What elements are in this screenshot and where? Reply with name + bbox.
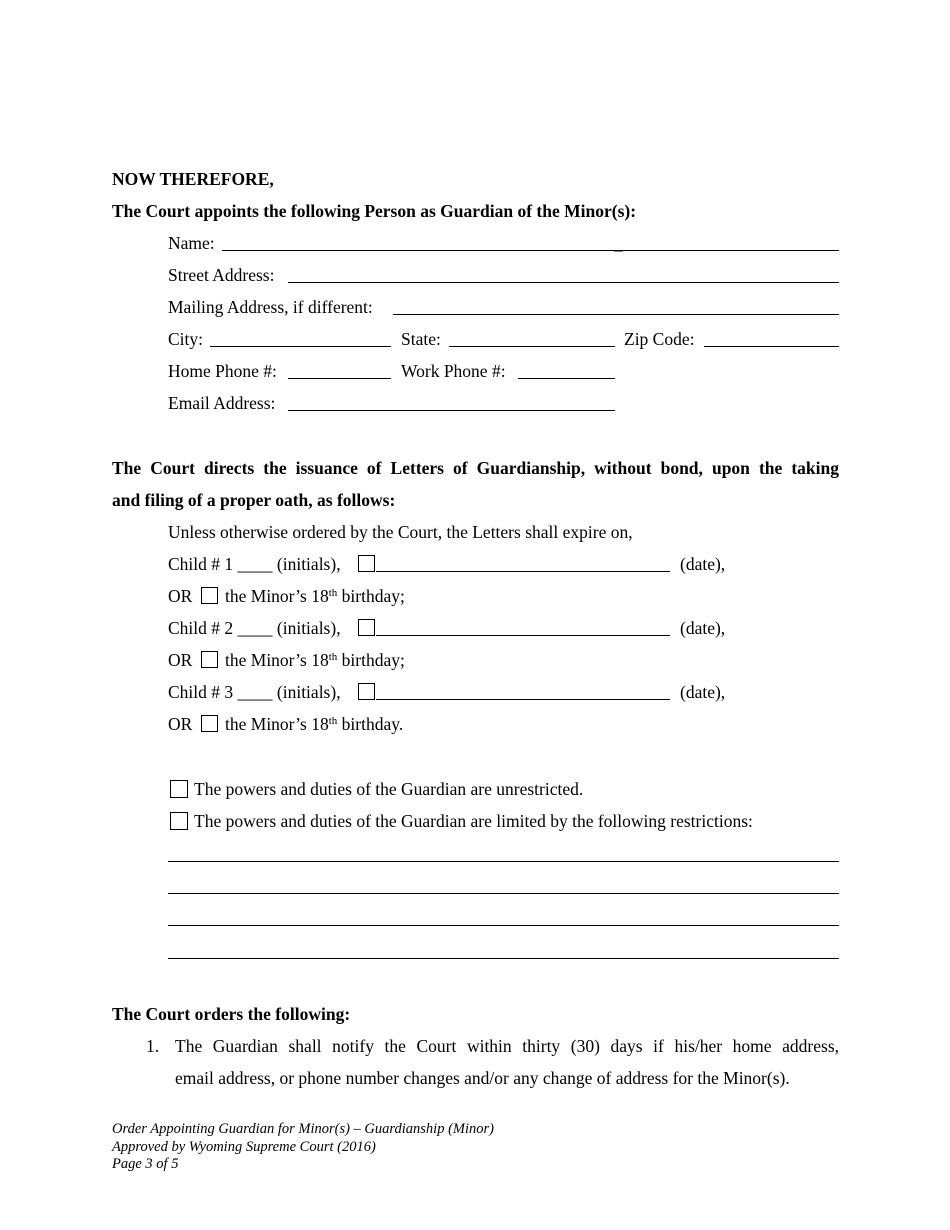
footer-page-number: Page 3 of 5 [112, 1156, 179, 1172]
child-3-date-checkbox[interactable] [358, 683, 375, 700]
child-1-date-field[interactable] [376, 571, 670, 572]
child-1-birthday-text: the Minor’s 18th birthday; [225, 586, 405, 606]
footer-approval: Approved by Wyoming Supreme Court (2016) [112, 1138, 376, 1155]
footer [112, 1121, 494, 1174]
child-2-birthday-text: the Minor’s 18th birthday; [225, 650, 405, 670]
order-1-line1: The Guardian shall notify the Court within thirty (30) days if his/her home address, [175, 1036, 839, 1056]
child-2-date-field[interactable] [376, 635, 670, 636]
child-2-label: Child # 2 ____ (initials), [168, 618, 341, 638]
street-address-label: Street Address: [168, 265, 275, 285]
order-1-number: 1. [146, 1036, 160, 1056]
zip-code-label: Zip Code: [624, 329, 695, 349]
powers-unrestricted-checkbox[interactable] [170, 780, 188, 798]
mailing-address-field[interactable] [393, 314, 839, 315]
zip-code-field[interactable] [704, 346, 839, 347]
home-phone-label: Home Phone #: [168, 361, 277, 381]
state-label: State: [401, 329, 441, 349]
powers-limited-text: The powers and duties of the Guardian are limited by the following restrictions: [194, 811, 753, 831]
child-3-date-label: (date), [680, 682, 726, 702]
child-1-birthday-checkbox[interactable] [201, 587, 218, 604]
restriction-line-1[interactable] [168, 861, 839, 862]
child-3-date-field[interactable] [376, 699, 670, 700]
city-field[interactable] [210, 346, 391, 347]
restriction-line-4[interactable] [168, 958, 839, 959]
orders-heading: The Court orders the following: [112, 1004, 351, 1024]
email-address-label: Email Address: [168, 393, 276, 413]
city-label: City: [168, 329, 204, 349]
child-3-birthday-text: the Minor’s 18th birthday. [225, 714, 404, 734]
state-field[interactable] [449, 346, 615, 347]
mailing-address-label: Mailing Address, if different: [168, 297, 373, 317]
street-address-field[interactable] [288, 282, 839, 283]
footer-form-title: Order Appointing Guardian for Minor(s) – Guardianship (Minor) [112, 1121, 494, 1137]
child-1-date-label: (date), [680, 554, 726, 574]
name-mark: _ [614, 233, 623, 253]
child-3-or: OR [168, 714, 193, 734]
child-2-date-label: (date), [680, 618, 726, 638]
restriction-line-2[interactable] [168, 893, 839, 894]
powers-limited-checkbox[interactable] [170, 812, 188, 830]
appoint-heading: The Court appoints the following Person as Guardian of the Minor(s): [112, 201, 637, 221]
powers-unrestricted-text: The powers and duties of the Guardian are unrestricted. [194, 779, 584, 799]
letters-heading-line2: and filing of a proper oath, as follows: [112, 490, 396, 510]
work-phone-label: Work Phone #: [401, 361, 506, 381]
child-2-date-checkbox[interactable] [358, 619, 375, 636]
work-phone-field[interactable] [518, 378, 615, 379]
child-1-label: Child # 1 ____ (initials), [168, 554, 341, 574]
child-2-birthday-checkbox[interactable] [201, 651, 218, 668]
email-address-field[interactable] [288, 410, 615, 411]
child-3-label: Child # 3 ____ (initials), [168, 682, 341, 702]
name-field[interactable] [222, 250, 839, 251]
child-1-or: OR [168, 586, 193, 606]
child-3-birthday-checkbox[interactable] [201, 715, 218, 732]
letters-heading-line1: The Court directs the issuance of Letters of Guardianship, without bond, upon the taking [112, 458, 839, 478]
home-phone-field[interactable] [288, 378, 391, 379]
child-2-or: OR [168, 650, 193, 670]
name-label: Name: [168, 233, 215, 253]
order-1-line2: email address, or phone number changes and/or any change of address for the Minor(s). [175, 1068, 790, 1088]
child-1-date-checkbox[interactable] [358, 555, 375, 572]
now-therefore-heading: NOW THEREFORE, [112, 169, 274, 189]
restriction-line-3[interactable] [168, 925, 839, 926]
expire-intro: Unless otherwise ordered by the Court, the Letters shall expire on, [168, 522, 633, 542]
